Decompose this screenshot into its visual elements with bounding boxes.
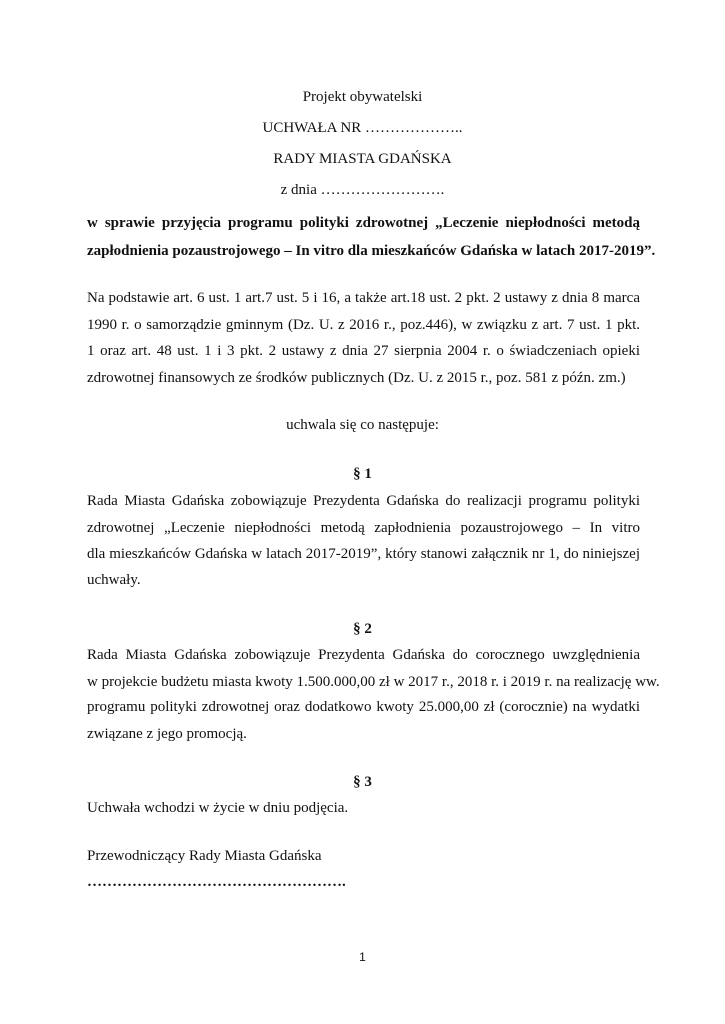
subject-line: w sprawie przyjęcia programu polityki zdrowotnej „Leczenie niepłodności metodą — [87, 215, 640, 231]
resolution-date: z dnia ……………………. — [280, 182, 445, 198]
section-line: Rada Miasta Gdańska zobowiązuje Prezydenta Gdańska do corocznego uwzględnienia — [87, 647, 640, 663]
section-line: programu polityki zdrowotnej oraz dodatkowo kwoty 25.000,00 zł (corocznie) na wydatki — [87, 699, 640, 715]
project-label: Projekt obywatelski — [302, 89, 423, 105]
preamble-line: 1 oraz art. 48 ust. 1 i 3 pkt. 2 ustawy z dnia 27 sierpnia 2004 r. o świadczeniach opieki — [87, 343, 640, 359]
section-line: dla mieszkańców Gdańska w latach 2017-2019”, który stanowi załącznik nr 1, do niniejszej — [87, 546, 640, 562]
resolution-number: UCHWAŁA NR ……………….. — [262, 120, 463, 136]
section-line: Rada Miasta Gdańska zobowiązuje Prezydenta Gdańska do realizacji programu polityki — [87, 493, 640, 509]
signature-title: Przewodniczący Rady Miasta Gdańska — [87, 848, 322, 864]
subject-line: zapłodnienia pozaustrojowego – In vitro dla mieszkańców Gdańska w latach 2017-2019”. — [87, 243, 656, 259]
section-line: związane z jego promocją. — [87, 726, 247, 742]
section-line: w projekcie budżetu miasta kwoty 1.500.000,00 zł w 2017 r., 2018 r. i 2019 r. na realizację ww. — [87, 674, 660, 690]
section-line: uchwały. — [87, 572, 141, 588]
decree-text: uchwala się co następuje: — [286, 417, 439, 433]
page-number: 1 — [359, 950, 366, 964]
section-line: Uchwała wchodzi w życie w dniu podjęcia. — [87, 800, 349, 816]
preamble-line: Na podstawie art. 6 ust. 1 art.7 ust. 5 i 16, a także art.18 ust. 2 pkt. 2 ustawy z dnia 8 marca — [87, 290, 640, 306]
signature-line: ……………………………………………. — [87, 874, 346, 890]
council-name: RADY MIASTA GDAŃSKA — [273, 151, 452, 167]
section-line: zdrowotnej „Leczenie niepłodności metodą zapłodnienia pozaustrojowego – In vitro — [87, 520, 640, 536]
preamble-line: zdrowotnej finansowych ze środków publicznych (Dz. U. z 2015 r., poz. 581 z późn. zm.) — [87, 370, 626, 386]
section-heading: § 1 — [353, 466, 372, 482]
section-heading: § 2 — [353, 621, 372, 637]
preamble-line: 1990 r. o samorządzie gminnym (Dz. U. z 2016 r., poz.446), w związku z art. 7 ust. 1 pkt. — [87, 317, 640, 333]
section-heading: § 3 — [353, 774, 372, 790]
